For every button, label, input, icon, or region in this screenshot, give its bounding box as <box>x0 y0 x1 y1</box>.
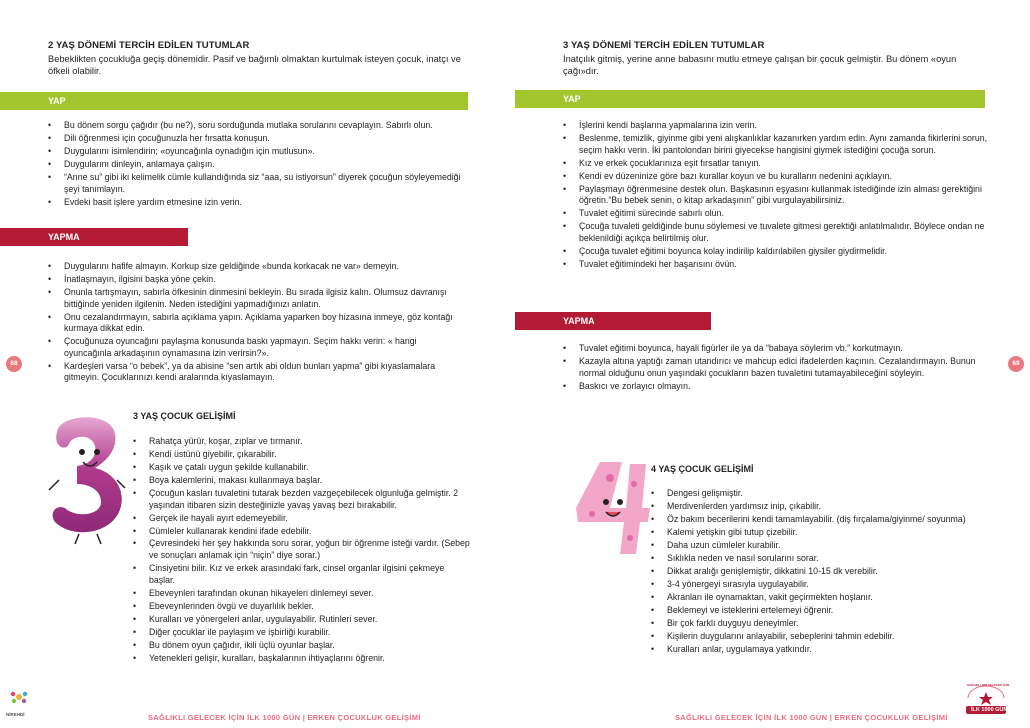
bullet-item: • Duygularını hafife almayın. Korkup size geldiğinde «bunda korkacak ne var» demeyin. <box>48 261 466 273</box>
right-yapma-bar: YAPMA <box>515 312 711 330</box>
bullet-item: • Kendi ev düzeninize göre bazı kurallar koyun ve bu kuralların nedenini açıklayın. <box>563 171 988 183</box>
right-dev-title: 4 YAŞ ÇOCUK GELİŞİMİ <box>651 464 754 474</box>
bullet-item: • Daha uzun cümleler kurabilir. <box>651 540 981 552</box>
bullet-item: • Dili öğrenmesi için çocuğunuzla her fırsatta konuşun. <box>48 133 466 145</box>
bullet-item: • Bu dönem oyun çağıdır, ikili üçlü oyunlar başlar. <box>133 640 471 652</box>
left-yapma-bar: YAPMA <box>0 228 188 246</box>
bullet-item: • Kendi üstünü giyebilir, çıkarabilir. <box>133 449 471 461</box>
right-yap-list <box>563 120 988 272</box>
bullet-item: • Dengesi gelişmiştir. <box>651 488 981 500</box>
badge-bottom-text: İLK 1000 GÜN <box>971 707 1008 713</box>
bullet-item: • Duygularını isimlendirin; «oyuncağınla oynadığın için mutlusun». <box>48 146 466 158</box>
right-section-title: 3 YAŞ DÖNEMİ TERCİH EDİLEN TUTUMLAR <box>563 40 765 51</box>
bullet-item: • Çocuğunuza oyuncağını paylaşma konusunda baskı yapmayın. Seçim hakkı verin: « hangi oyuncağınla arkadaşının oynamasına izin verirsin?». <box>48 336 466 359</box>
left-dev-title: 3 YAŞ ÇOCUK GELİŞİMİ <box>133 411 236 421</box>
bullet-item: • Tuvalet eğitimi boyunca, hayali figürler ile ya da “babaya söylerim vb.” korkutmayın. <box>563 343 988 355</box>
left-yap-bar: YAP <box>0 92 468 110</box>
bullet-item: • Boya kalemlerini, makası kullanmaya başlar. <box>133 475 471 487</box>
bullet-item: • Duygularını dinleyin, anlamaya çalışın. <box>48 159 466 171</box>
bullet-item: • Kız ve erkek çocuklarınıza eşit fırsatlar tanıyın. <box>563 158 988 170</box>
bullet-item: • Ebeveynlerinden övgü ve duyarlılık bekler. <box>133 601 471 613</box>
right-yapma-list <box>563 343 988 394</box>
bullet-item: • Dikkat aralığı genişlemiştir, dikkatini 10-15 dk verebilir. <box>651 566 981 578</box>
right-page <box>515 0 1030 728</box>
bullet-item: • Kuralları anlar, uygulamaya yatkındır. <box>651 644 981 656</box>
nirehdi-logo-icon <box>6 688 32 712</box>
left-yap-list <box>48 120 466 210</box>
bullet-item: • “Anne su” gibi iki kelimelik cümle kullandığında siz “aaa, su istiyorsun” diyerek çocuğun söyleyemediği şeyi tanımlayın. <box>48 172 466 195</box>
bullet-item: • Kalemi yetişkin gibi tutup çizebilir. <box>651 527 981 539</box>
bullet-item: • Yetenekleri gelişir, kuralları, başkalarının ihtiyaçlarını öğrenir. <box>133 653 471 665</box>
bullet-item: • Öz bakım becerilerini kendi tamamlayabilir. (diş fırçalama/giyinme/ soyunma) <box>651 514 981 526</box>
bullet-item: • Paylaşmayı öğrenmesine destek olun. Başkasının eşyasını kullanmak istediğinde izin alması gerektiğini öğretin.“Bu bebek senin, o kitap arkadaşının” gibi vurgulayabilirsiniz. <box>563 184 988 207</box>
bullet-item: • Evdeki basit işlere yardım etmesine izin verin. <box>48 197 466 209</box>
bullet-item: • Kişilerin duygularını anlayabilir, sebeplerini tahmin edebilir. <box>651 631 981 643</box>
bullet-item: • Diğer çocuklar ile paylaşım ve işbirliği kurabilir. <box>133 627 471 639</box>
bullet-item: • Cümleler kullanarak kendini ifade edebilir. <box>133 526 471 538</box>
bullet-item: • Cinsiyetini bilir. Kız ve erkek arasındaki fark, cinsel organlar ilgisini çekmeye başlar. <box>133 563 471 586</box>
bullet-item: • 3-4 yönergeyi sırasıyla uygulayabilir. <box>651 579 981 591</box>
bullet-item: • Kazayla altına yaptığı zaman utandırıcı ve mahcup edici ifadelerden kaçının. Cezalandırmayın. Bunun normal olduğunu onun yaşındaki çocukların bazen tuvaletini tutamayabileceğini söyleyin. <box>563 356 988 379</box>
bullet-item: • Kaşık ve çatalı uygun şekilde kullanabilir. <box>133 462 471 474</box>
bullet-item: • Tuvalet eğitimi sürecinde sabırlı olun. <box>563 208 988 220</box>
bullet-item: • Çocuğun kasları tuvaletini tutarak bezden vazgeçebilecek olgunluğa gelmiştir. 2 yaşından itibaren sizin desteğinizle yavaş yavaş bezi bırakabilir. <box>133 488 471 511</box>
bullet-item: • Ebeveynleri tarafından okunan hikayeleri dinlemeyi sever. <box>133 588 471 600</box>
bullet-item: • Çocuğa tuvaleti geldiğinde bunu söylemesi ve tuvalete gitmesi gerektiği anlatılmalıdır. Böylece ondan ne beklenildiği açıkça belirtilmiş olur. <box>563 221 988 244</box>
right-footer: SAĞLIKLI GELECEK İÇİN İLK 1000 GÜN | ERKEN ÇOCUKLUK GELİŞİMİ <box>675 713 948 722</box>
bullet-item: • Beklemeyi ve isteklerini ertelemeyi öğrenir. <box>651 605 981 617</box>
bullet-item: • Tuvalet eğitimindeki her başarısını övün. <box>563 259 988 271</box>
bullet-item: • Bir çok farklı duyguyu deneyimler. <box>651 618 981 630</box>
bullet-item: • Çocuğa tuvalet eğitimi boyunca kolay indirilip kaldırılabilen giysiler giydirmelidir. <box>563 246 988 258</box>
bullet-item: • Beslenme, temizlik, giyinme gibi yeni alışkanlıklar kazanırken yardım edin. Aynı zamanda fikirlerini sorun, seçim hakkı verin. İki pantolondan birini giyecekse hangisini giymek istediğini çocuğa sorun. <box>563 133 988 156</box>
bullet-item: • Onunla tartışmayın, sabırla öfkesinin dinmesini bekleyin. Bu sırada ilgisiz kalın. Olumsuz davranışı bittiğinde yeniden ilgilenin. Neden istediğini yapmadığınızı anlatın. <box>48 287 466 310</box>
page-number-right: 69 <box>1008 356 1024 372</box>
bullet-item: • Onu cezalandırmayın, sabırla açıklama yapın. Açıklama yaparken boy hizasına inmeye, göz kontağı kurmaya dikkat edin. <box>48 312 466 335</box>
logo-text: NİREHDİ <box>6 712 25 717</box>
bullet-item: • Merdivenlerden yardımsız inip, çıkabilir. <box>651 501 981 513</box>
bullet-item: • Baskıcı ve zorlayıcı olmayın. <box>563 381 988 393</box>
right-yap-bar: YAP <box>515 90 985 108</box>
left-yapma-list <box>48 261 466 385</box>
bullet-item: • Gerçek ile hayali ayırt edemeyebilir. <box>133 513 471 525</box>
bullet-item: • Bu dönem sorgu çağıdır (bu ne?), soru sorduğunda mutlaka sorularını cevaplayın. Sabırlı olun. <box>48 120 466 132</box>
bullet-item: • Kuralları ve yönergeleri anlar, uygulayabilir. Rutinleri sever. <box>133 614 471 626</box>
page-number-left: 68 <box>6 356 22 372</box>
left-section-title: 2 YAŞ DÖNEMİ TERCİH EDİLEN TUTUMLAR <box>48 40 250 51</box>
right-dev-list <box>651 488 981 657</box>
number-four-illustration <box>570 458 650 558</box>
bullet-item: • Sıklıkla neden ve nasıl sorularını sorar. <box>651 553 981 565</box>
bullet-item: • Akranları ile oynamaktan, vakit geçirmekten hoşlanır. <box>651 592 981 604</box>
bullet-item: • İşlerini kendi başlarına yapmalarına izin verin. <box>563 120 988 132</box>
bullet-item: • Kardeşleri varsa “o bebek”, ya da abisine “sen artık abi oldun bunları yapma” gibi kıyaslamalara gitmeyin. Çocuklarınızı kendi aralarında kıyaslamayın. <box>48 361 466 384</box>
bullet-item: • İnatlaşmayın, ilgisini başka yöne çekin. <box>48 274 466 286</box>
left-dev-list <box>133 436 471 666</box>
bullet-item: • Rahatça yürür, koşar, zıplar ve tırmanır. <box>133 436 471 448</box>
bullet-item: • Çevresindeki her şey hakkında soru sorar, yoğun bir öğrenme isteği vardır. (Sebep ve sonuçları anlamak için “niçin” diye sorar.) <box>133 538 471 561</box>
number-three-illustration <box>45 410 127 545</box>
left-footer: SAĞLIKLI GELECEK İÇİN İLK 1000 GÜN | ERKEN ÇOCUKLUK GELİŞİMİ <box>148 713 421 722</box>
right-intro: İnatçılık gitmiş, yerine anne babasını mutlu etmeye çalışan bir çocuk gelmiştir. Bu dönem «oyun çağı»dır. <box>563 54 957 76</box>
left-intro: Bebeklikten çocukluğa geçiş dönemidir. Pasif ve bağımlı olmaktan kurtulmak isteyen çocuk, inatçı ve öfkeli olabilir. <box>48 54 461 76</box>
badge-top-text: SAĞLIKLI BİR GELECEK İÇİN <box>967 683 1010 687</box>
